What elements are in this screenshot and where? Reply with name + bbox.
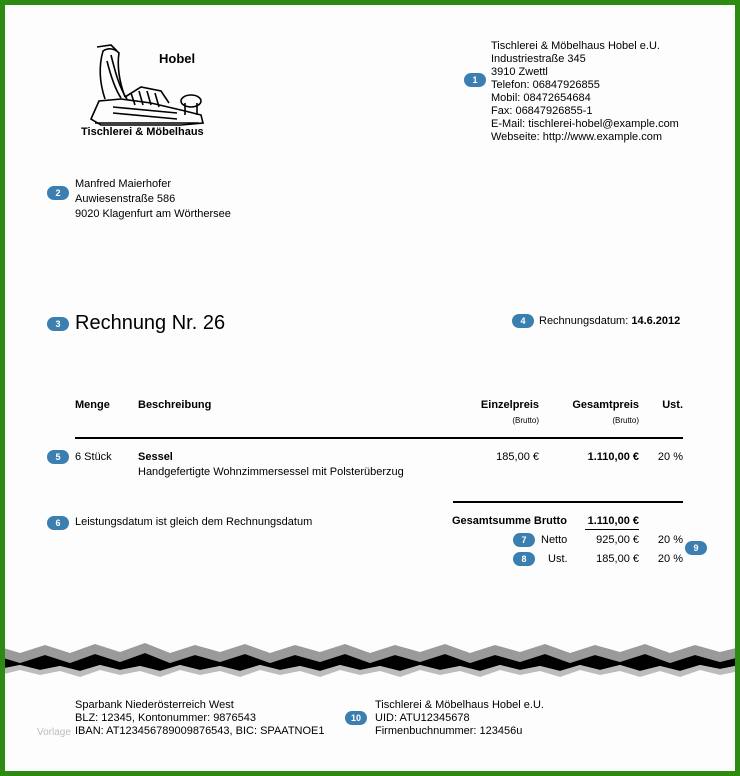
footer-bank-line: Sparbank Niederösterreich West <box>75 699 234 711</box>
row-ust: 20 % <box>657 451 683 463</box>
sender-line: 3910 Zwettl <box>491 66 548 78</box>
logo-subtitle: Tischlerei & Möbelhaus <box>81 126 204 138</box>
sender-line: Tischlerei & Möbelhaus Hobel e.U. <box>491 40 660 52</box>
totals-divider <box>453 501 683 503</box>
badge-6: 6 <box>47 516 69 530</box>
header-gesamtpreis: Gesamtpreis <box>572 399 639 411</box>
total-value: 1.110,00 € <box>587 515 639 527</box>
badge-4: 4 <box>512 314 534 328</box>
service-date-note: Leistungsdatum ist gleich dem Rechnungsdatum <box>75 516 313 528</box>
badge-8: 8 <box>513 552 535 566</box>
badge-7: 7 <box>513 533 535 547</box>
badge-5: 5 <box>47 450 69 464</box>
logo-title: Hobel <box>159 51 196 66</box>
header-einzelpreis-sub: (Brutto) <box>512 416 539 425</box>
recipient-line: 9020 Klagenfurt am Wörthersee <box>75 208 231 220</box>
sender-line: Industriestraße 345 <box>491 53 586 65</box>
sender-line: Fax: 06847926855-1 <box>491 105 593 117</box>
ust-value: 185,00 € <box>596 553 639 565</box>
header-ust: Ust. <box>662 399 683 411</box>
header-beschreibung: Beschreibung <box>138 399 212 411</box>
invoice-title: Rechnung Nr. 26 <box>75 312 226 334</box>
row-name: Sessel <box>138 451 173 463</box>
table-header-divider <box>75 437 683 439</box>
total-label: Gesamtsumme Brutto <box>452 515 567 527</box>
sender-line: Webseite: http://www.example.com <box>491 131 662 143</box>
badge-9: 9 <box>685 541 707 555</box>
torn-page-divider <box>0 635 740 685</box>
netto-percent: 20 % <box>657 534 683 546</box>
sender-line: Mobil: 08472654684 <box>491 92 591 104</box>
footer-bank <box>75 699 355 738</box>
logo <box>81 41 221 139</box>
row-menge: 6 Stück <box>75 451 112 463</box>
header-menge: Menge <box>75 399 110 411</box>
invoice-date <box>539 315 680 328</box>
badge-1: 1 <box>464 73 486 87</box>
header-gesamtpreis-sub: (Brutto) <box>612 416 639 425</box>
ust-label: Ust. <box>548 553 568 565</box>
header-einzelpreis: Einzelpreis <box>480 399 539 411</box>
invoice-date-value: 14.6.2012 <box>631 315 681 327</box>
footer-company <box>375 699 615 738</box>
badge-3: 3 <box>47 317 69 331</box>
invoice-date-label: Rechnungsdatum: <box>539 315 629 327</box>
total-underline <box>585 529 639 530</box>
recipient-address <box>75 177 315 222</box>
recipient-line: Manfred Maierhofer <box>75 178 171 190</box>
footer-bank-line: BLZ: 12345, Kontonummer: 9876543 <box>75 712 257 724</box>
badge-2: 2 <box>47 186 69 200</box>
row-gesamtpreis: 1.110,00 € <box>587 451 639 463</box>
watermark: Vorlage <box>37 727 71 738</box>
row-einzelpreis: 185,00 € <box>496 451 539 463</box>
netto-value: 925,00 € <box>596 534 639 546</box>
footer-company-line: Firmenbuchnummer: 123456u <box>375 725 523 737</box>
sender-address <box>491 40 711 144</box>
footer-bank-line: IBAN: AT123456789009876543, BIC: SPAATNOE1 <box>75 725 325 737</box>
sender-line: E-Mail: tischlerei-hobel@example.com <box>491 118 679 130</box>
recipient-line: Auwiesenstraße 586 <box>75 193 176 205</box>
footer-company-line: UID: ATU12345678 <box>375 712 470 724</box>
netto-label: Netto <box>541 534 568 546</box>
footer-company-line: Tischlerei & Möbelhaus Hobel e.U. <box>375 699 544 711</box>
row-description: Handgefertigte Wohnzimmersessel mit Polsterüberzug <box>138 466 404 478</box>
badge-10: 10 <box>345 711 367 725</box>
sender-line: Telefon: 06847926855 <box>491 79 600 91</box>
ust-percent: 20 % <box>657 553 683 565</box>
